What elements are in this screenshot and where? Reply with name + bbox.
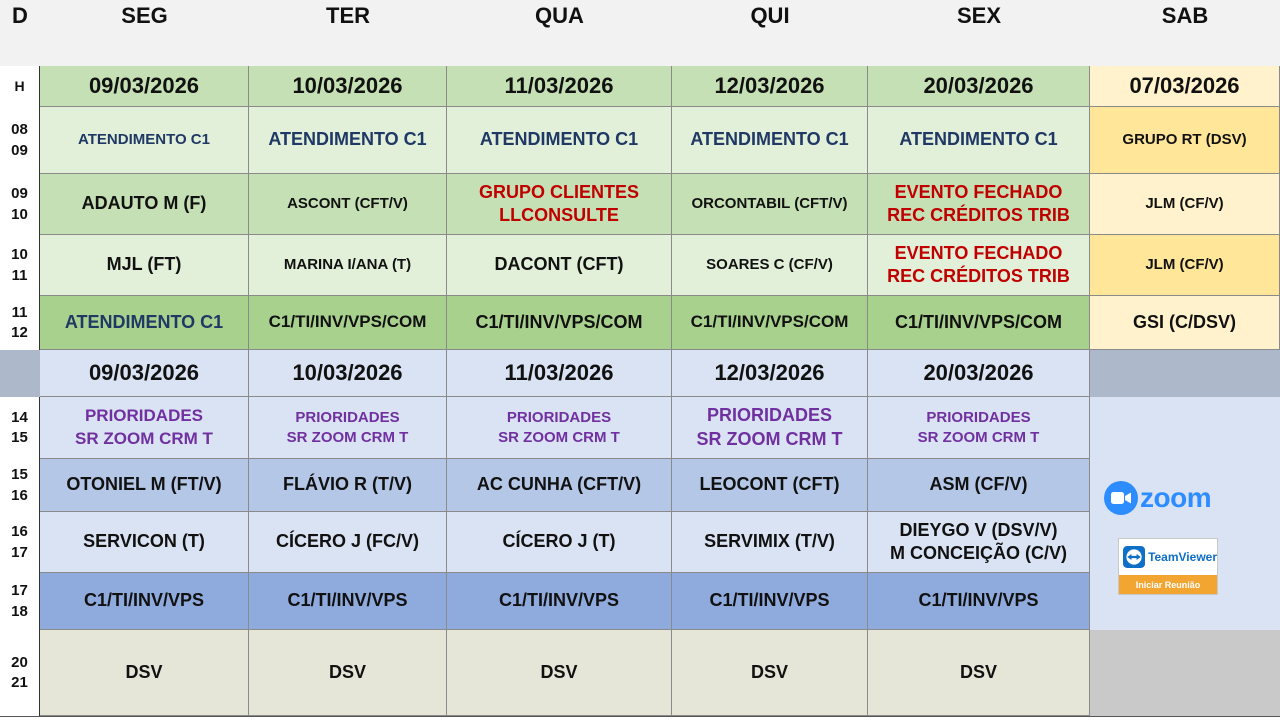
cell-text: GRUPO CLIENTES xyxy=(478,181,639,202)
cell-text: C1/TI/INV/VPS/COM xyxy=(690,312,849,332)
schedule-cell xyxy=(868,107,1090,174)
cell-text: SR ZOOM CRM T xyxy=(696,428,843,449)
schedule-cell xyxy=(249,512,447,573)
schedule-cell xyxy=(447,174,672,235)
cell-text: SR ZOOM CRM T xyxy=(75,428,213,448)
cell-text: MARINA I/ANA (T) xyxy=(283,256,412,274)
cell-text: ORCONTABIL (CFT/V) xyxy=(691,195,848,213)
schedule-cell xyxy=(40,296,249,350)
cell-text: CÍCERO J (FC/V) xyxy=(275,531,419,552)
schedule-cell xyxy=(249,174,447,235)
hour-label xyxy=(0,573,40,630)
teamviewer-icon xyxy=(1123,544,1145,570)
day-header-ter: TER xyxy=(326,2,370,28)
cell-text: C1/TI/INV/VPS/COM xyxy=(894,311,1063,332)
cell-text: 10 xyxy=(11,246,28,264)
cell-text: SR ZOOM CRM T xyxy=(286,428,409,446)
schedule-cell xyxy=(1090,174,1280,235)
cell-text: C1/TI/INV/VPS/COM xyxy=(475,311,643,332)
morning-date-cell: 07/03/2026 xyxy=(1090,66,1280,107)
schedule-cell xyxy=(447,235,672,296)
hour-label xyxy=(0,512,40,573)
afternoon-date-cell: 10/03/2026 xyxy=(249,350,447,397)
schedule-cell xyxy=(249,459,447,512)
cell-text: ATENDIMENTO C1 xyxy=(78,131,210,149)
cell-text: SERVICON (T) xyxy=(83,531,205,552)
cell-text: DSV xyxy=(125,661,163,682)
schedule-cell xyxy=(447,107,672,174)
cell-text: SR ZOOM CRM T xyxy=(498,428,620,446)
saturday-evening-empty xyxy=(1090,630,1280,716)
cell-text: ASM (CF/V) xyxy=(929,474,1028,495)
schedule-cell xyxy=(40,397,249,459)
schedule-cell xyxy=(40,512,249,573)
day-corner-label: D xyxy=(12,2,28,28)
schedule-cell xyxy=(672,296,868,350)
zoom-logo-text: zoom xyxy=(1140,482,1212,513)
cell-text: M CONCEIÇÃO (C/V) xyxy=(890,543,1067,563)
cell-text: REC CRÉDITOS TRIB xyxy=(887,205,1070,225)
hour-label xyxy=(0,630,40,716)
hour-label xyxy=(0,174,40,235)
hour-label xyxy=(0,296,40,350)
schedule-cell xyxy=(447,397,672,459)
schedule-cell xyxy=(447,296,672,350)
morning-date-cell: 10/03/2026 xyxy=(249,66,447,107)
cell-text: DSV xyxy=(750,661,788,682)
schedule-cell xyxy=(672,459,868,512)
schedule-cell xyxy=(40,107,249,174)
schedule-cell xyxy=(1090,107,1280,174)
start-meeting-label: Iniciar Reunião xyxy=(1119,575,1217,594)
schedule-cell xyxy=(1090,296,1280,350)
schedule-cell xyxy=(868,573,1090,630)
cell-text: AC CUNHA (CFT/V) xyxy=(476,474,642,495)
schedule-cell xyxy=(1090,235,1280,296)
schedule-cell xyxy=(672,512,868,573)
cell-text: DSV xyxy=(328,661,366,682)
cell-text: ATENDIMENTO C1 xyxy=(690,129,849,150)
cell-text: 18 xyxy=(11,602,28,620)
schedule-cell xyxy=(868,296,1090,350)
cell-text: C1/TI/INV/VPS xyxy=(287,590,408,611)
saturday-separator xyxy=(1090,350,1280,397)
cell-text: EVENTO FECHADO xyxy=(894,181,1063,202)
cell-text: MJL (FT) xyxy=(106,254,182,275)
cell-text: 21 xyxy=(11,674,28,691)
hour-label xyxy=(0,235,40,296)
hour-label xyxy=(0,107,40,174)
teamviewer-start-meeting-button[interactable] xyxy=(1118,538,1218,595)
cell-text: 20 xyxy=(11,653,28,671)
zoom-camera-icon xyxy=(1104,481,1138,515)
schedule-cell xyxy=(447,573,672,630)
cell-text: PRIORIDADES xyxy=(706,405,832,426)
schedule-cell xyxy=(40,174,249,235)
cell-text: ADAUTO M (F) xyxy=(81,193,207,214)
cell-text: 16 xyxy=(11,523,28,541)
cell-text: 14 xyxy=(11,408,28,426)
cell-text: PRIORIDADES xyxy=(506,409,612,426)
cell-text: 11 xyxy=(11,266,28,284)
schedule-cell xyxy=(249,397,447,459)
schedule-cell xyxy=(40,573,249,630)
schedule-cell xyxy=(868,397,1090,459)
day-header-qui: QUI xyxy=(750,2,790,28)
schedule-cell xyxy=(249,573,447,630)
schedule-cell xyxy=(672,235,868,296)
cell-text: SR ZOOM CRM T xyxy=(917,428,1040,446)
cell-text: OTONIEL M (FT/V) xyxy=(66,474,222,495)
morning-date-cell: 20/03/2026 xyxy=(868,66,1090,107)
cell-text: 15 xyxy=(11,466,28,484)
schedule-cell xyxy=(868,174,1090,235)
hour-corner-label: H xyxy=(0,66,40,107)
cell-text: DSV xyxy=(959,661,997,682)
schedule-cell xyxy=(672,107,868,174)
schedule-cell xyxy=(249,235,447,296)
schedule-cell xyxy=(672,174,868,235)
cell-text: ATENDIMENTO C1 xyxy=(268,129,427,150)
schedule-cell xyxy=(40,459,249,512)
cell-text: EVENTO FECHADO xyxy=(894,242,1063,263)
schedule-cell xyxy=(447,459,672,512)
cell-text: PRIORIDADES xyxy=(926,409,1031,426)
cell-text: 08 xyxy=(11,121,28,139)
cell-text: C1/TI/INV/VPS xyxy=(498,590,620,611)
cell-text: 16 xyxy=(11,486,28,504)
morning-date-cell: 12/03/2026 xyxy=(672,66,868,107)
cell-text: ATENDIMENTO C1 xyxy=(479,129,639,150)
day-header-qua: QUA xyxy=(535,2,584,28)
cell-text: 12 xyxy=(11,324,28,341)
cell-text: SOARES C (CF/V) xyxy=(706,256,833,274)
cell-text: 17 xyxy=(11,543,28,561)
afternoon-date-cell: 12/03/2026 xyxy=(672,350,868,397)
schedule-cell xyxy=(447,630,672,716)
cell-text: C1/TI/INV/VPS/COM xyxy=(268,312,427,332)
cell-text: 09 xyxy=(11,141,28,159)
schedule-cell xyxy=(249,296,447,350)
cell-text: 15 xyxy=(11,429,28,446)
cell-text: 10 xyxy=(11,205,28,223)
cell-text: ATENDIMENTO C1 xyxy=(899,129,1058,150)
cell-text: DIEYGO V (DSV/V) xyxy=(899,519,1058,540)
schedule-cell xyxy=(868,512,1090,573)
cell-text: C1/TI/INV/VPS xyxy=(83,590,205,611)
schedule-cell xyxy=(447,512,672,573)
cell-text: GRUPO RT (DSV) xyxy=(1122,131,1247,149)
schedule-cell xyxy=(868,235,1090,296)
separator-corner xyxy=(0,350,40,397)
hour-label xyxy=(0,459,40,512)
schedule-cell xyxy=(868,630,1090,716)
cell-text: JLM (CF/V) xyxy=(1145,195,1224,213)
schedule-cell xyxy=(40,630,249,716)
morning-date-cell: 11/03/2026 xyxy=(447,66,672,107)
day-header-sex: SEX xyxy=(956,2,1002,28)
day-header-seg: SEG xyxy=(121,2,168,28)
cell-text: DACONT (CFT) xyxy=(494,254,624,275)
zoom-logo[interactable] xyxy=(1104,478,1220,518)
cell-text: 11 xyxy=(11,303,28,321)
afternoon-date-cell: 11/03/2026 xyxy=(447,350,672,397)
cell-text: LLCONSULTE xyxy=(499,205,619,225)
cell-text: GSI (C/DSV) xyxy=(1132,311,1236,332)
schedule-cell xyxy=(672,573,868,630)
cell-text: C1/TI/INV/VPS xyxy=(709,590,830,611)
cell-text: LEOCONT (CFT) xyxy=(699,474,840,495)
afternoon-date-cell: 20/03/2026 xyxy=(868,350,1090,397)
schedule-cell xyxy=(249,630,447,716)
schedule-cell xyxy=(868,459,1090,512)
cell-text: C1/TI/INV/VPS xyxy=(918,590,1039,611)
schedule-cell xyxy=(672,397,868,459)
cell-text: SERVIMIX (T/V) xyxy=(704,531,835,552)
cell-text: JLM (CF/V) xyxy=(1145,256,1224,274)
cell-text: 09 xyxy=(11,185,28,203)
cell-text: 17 xyxy=(11,582,28,600)
cell-text: FLÁVIO R (T/V) xyxy=(283,474,412,495)
cell-text: ATENDIMENTO C1 xyxy=(64,311,224,332)
cell-text: DSV xyxy=(540,661,578,682)
schedule-cell xyxy=(672,630,868,716)
cell-text: PRIORIDADES xyxy=(295,409,400,426)
bottom-border xyxy=(0,716,1280,717)
cell-text: PRIORIDADES xyxy=(84,406,204,426)
morning-date-cell: 09/03/2026 xyxy=(40,66,249,107)
day-header-sab: SAB xyxy=(1161,2,1209,28)
teamviewer-logo-text: TeamViewer xyxy=(1148,550,1217,564)
hour-label xyxy=(0,397,40,459)
cell-text: CÍCERO J (T) xyxy=(502,531,616,552)
afternoon-date-cell: 09/03/2026 xyxy=(40,350,249,397)
cell-text: ASCONT (CFT/V) xyxy=(287,195,408,213)
schedule-cell xyxy=(249,107,447,174)
cell-text: REC CRÉDITOS TRIB xyxy=(887,266,1070,286)
schedule-cell xyxy=(40,235,249,296)
